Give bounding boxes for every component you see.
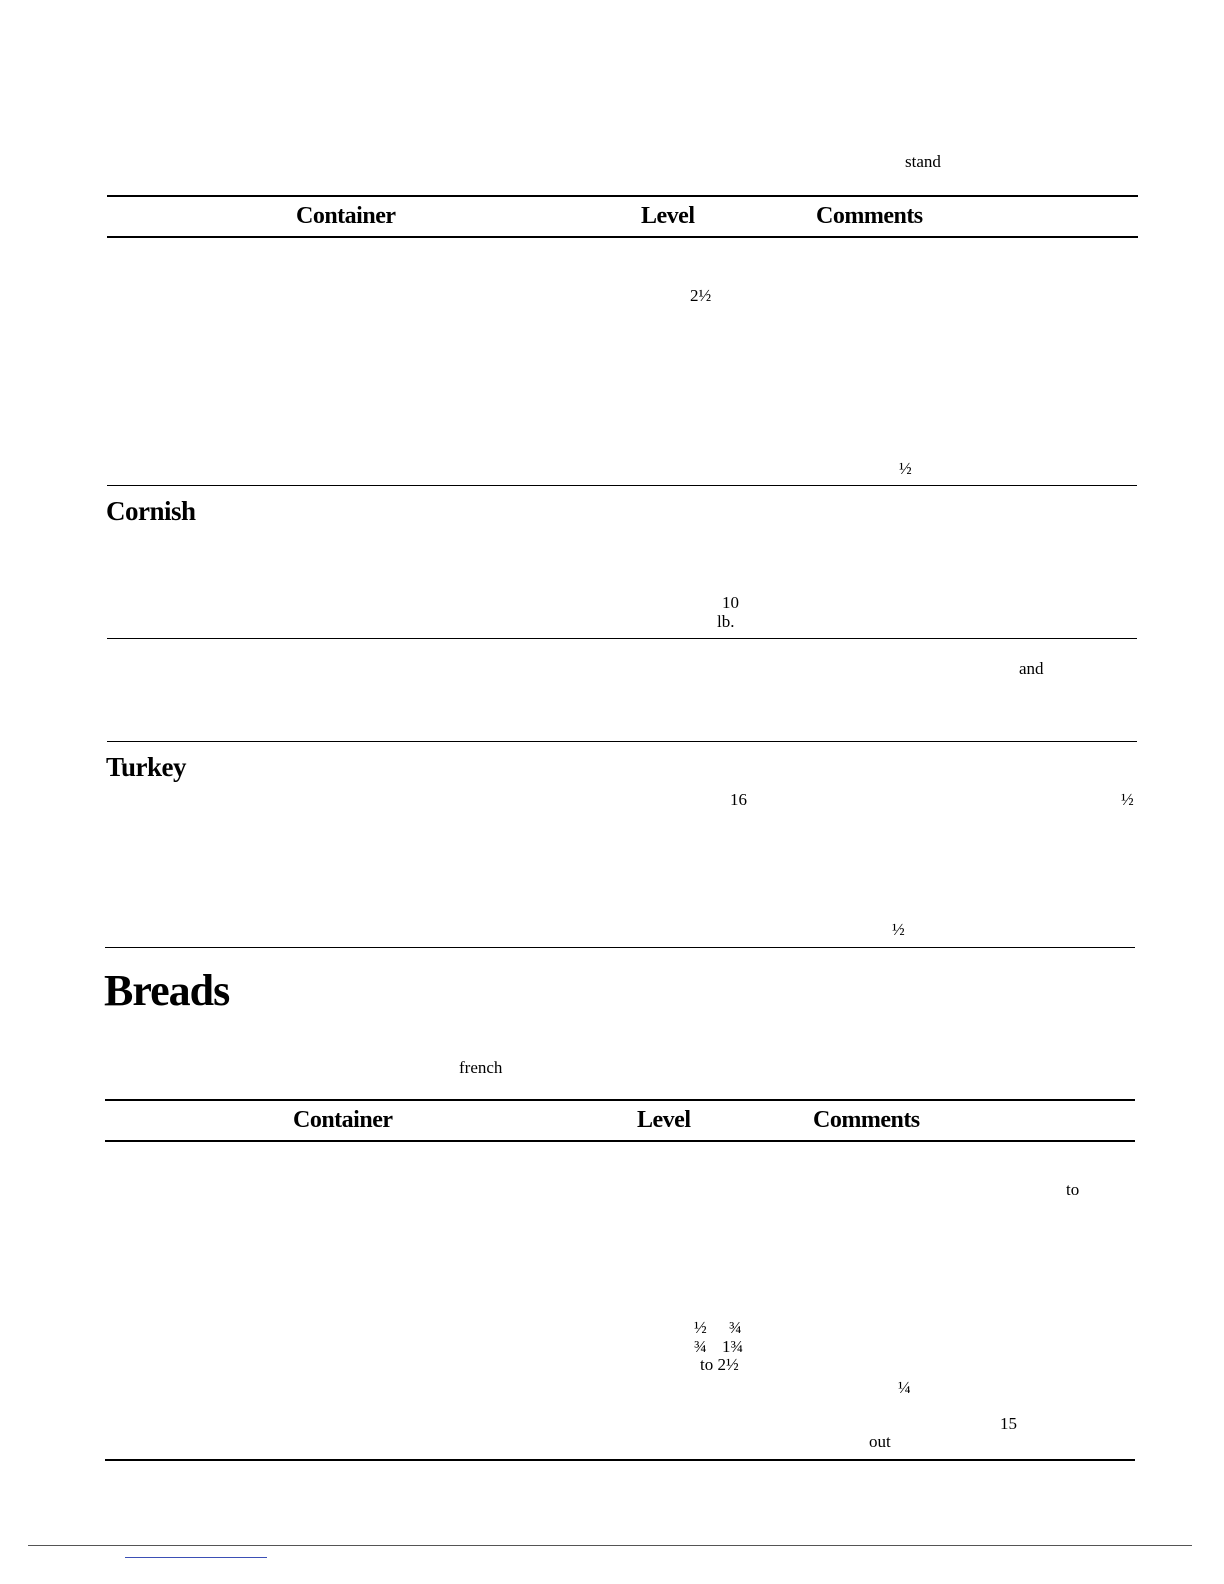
comment-fragment: ½ (899, 459, 912, 478)
breads-table-top-rule (105, 1099, 1135, 1101)
breads-table-bottom-rule (105, 1459, 1135, 1461)
level-fragment: ¾ (729, 1318, 742, 1337)
table-top-rule (107, 195, 1138, 197)
footer-link-underline (125, 1557, 267, 1558)
section-title-breads: Breads (104, 966, 230, 1015)
comment-fragment: out (869, 1432, 891, 1451)
breads-header-level: Level (637, 1107, 691, 1133)
row-label-cornish: Cornish (106, 496, 196, 526)
top-note: stand (905, 152, 941, 171)
comment-fragment: and (1019, 659, 1044, 678)
level-fragment: to 2½ (700, 1355, 739, 1374)
header-container: Container (296, 203, 396, 229)
level-fragment: 10 (722, 593, 739, 612)
comment-fragment: ½ (1121, 790, 1134, 809)
row-divider (107, 741, 1137, 742)
level-fragment: ½ (694, 1318, 707, 1337)
comment-fragment: 15 (1000, 1414, 1017, 1433)
comment-fragment: ½ (892, 920, 905, 939)
level-fragment: 16 (730, 790, 747, 809)
table-header-rule (107, 236, 1138, 238)
table-bottom-rule (105, 947, 1135, 948)
row-divider (107, 638, 1137, 639)
breads-table-header-rule (105, 1140, 1135, 1142)
level-fragment: 2½ (690, 286, 712, 305)
breads-header-container: Container (293, 1107, 393, 1133)
header-level: Level (641, 203, 695, 229)
level-fragment: lb. (717, 612, 735, 631)
intro-fragment: french (459, 1058, 503, 1077)
comment-fragment: ¼ (898, 1378, 911, 1397)
row-label-turkey: Turkey (106, 752, 187, 782)
level-fragment: ¾ (694, 1337, 707, 1356)
row-divider (107, 485, 1137, 486)
breads-header-comments: Comments (813, 1107, 920, 1133)
level-fragment: 1¾ (722, 1337, 744, 1356)
header-comments: Comments (816, 203, 923, 229)
footer-rule (28, 1545, 1192, 1546)
comment-fragment: to (1066, 1180, 1080, 1199)
